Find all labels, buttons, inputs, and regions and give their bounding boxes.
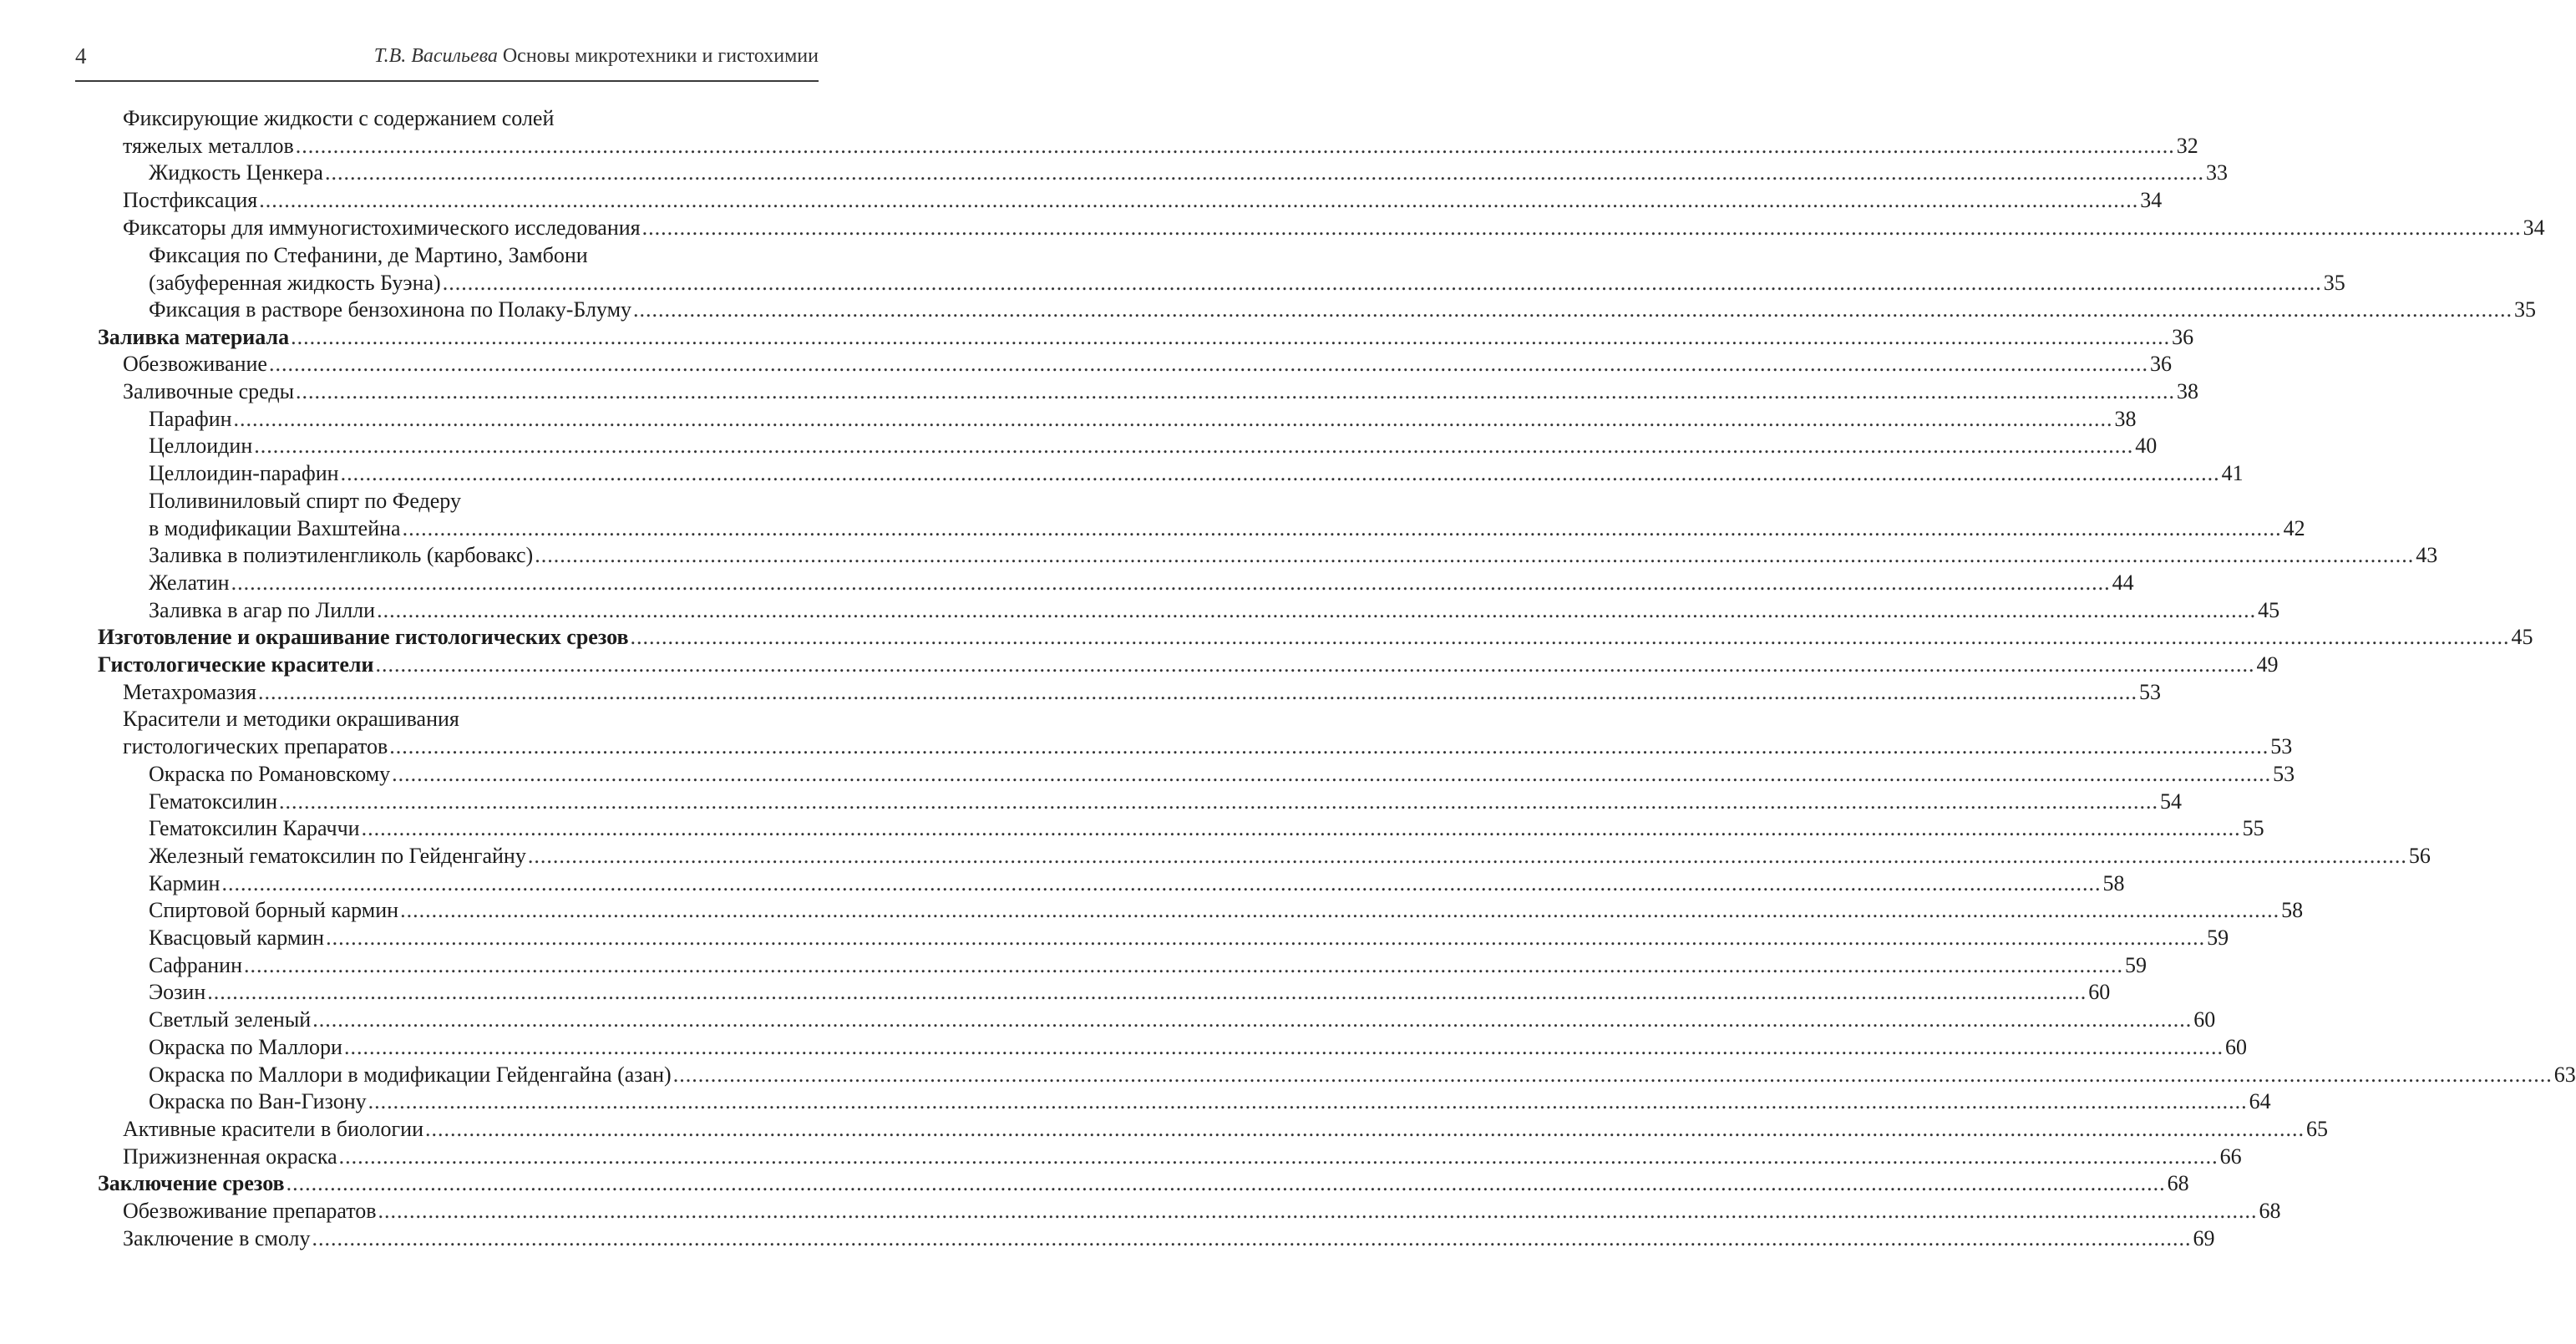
toc-entry-title: Окраска по Ван-Гизону <box>149 1089 367 1114</box>
toc-page-number: 66 <box>2219 1144 2242 1169</box>
toc-entry-title: Заливочные среды <box>123 379 295 403</box>
toc-entry-title: в модификации Вахштейна <box>149 515 401 540</box>
toc-entry <box>123 1197 2281 1225</box>
toc-page-number: 35 <box>2514 297 2537 322</box>
toc-entry <box>123 678 2161 706</box>
toc-entry-title: Кармин <box>149 870 221 895</box>
dot-leader: ............................................................................................................................................................................................................................................................................................................ <box>633 297 2513 322</box>
toc-entry <box>149 432 2158 459</box>
toc-page-number: 58 <box>2102 870 2125 895</box>
toc-entry-title-line1: Красители и методики окрашивания <box>123 707 459 732</box>
toc-entry <box>149 978 2111 1006</box>
toc-entry <box>123 350 2172 378</box>
toc-entry-title: Окраска по Романовскому <box>149 761 391 786</box>
toc-entry-title: Метахромазия <box>123 679 256 704</box>
toc-entry-title: Изготовление и окрашивание гистологических срезов <box>98 625 629 650</box>
dot-leader: ............................................................................................................................................................................................................................................................................................................ <box>286 1171 2166 1196</box>
toc-entry-title-line1: Фиксирующие жидкости с содержанием солей <box>123 106 555 130</box>
running-title-author: Т.В. Васильева <box>373 45 498 67</box>
toc-entry-title: (забуференная жидкость Буэна) <box>149 270 441 295</box>
toc-page-number: 35 <box>2323 270 2345 295</box>
dot-leader: ............................................................................................................................................................................................................................................................................................................ <box>324 160 2204 185</box>
toc-entry-title: Заключение в смолу <box>123 1225 311 1250</box>
page-header <box>75 43 819 77</box>
toc-entry <box>149 596 2280 624</box>
toc-entry-title: Сафранин <box>149 952 243 977</box>
toc-page-number: 64 <box>2249 1089 2271 1114</box>
toc-entry-title: Заливка в полиэтиленгликоль (карбовакс) <box>149 543 534 568</box>
toc-entry-title: Парафин <box>149 406 232 431</box>
toc-entry <box>123 186 2163 214</box>
toc-entry-title: Заключение срезов <box>98 1171 285 1196</box>
toc-page-number: 60 <box>2193 1007 2216 1032</box>
dot-leader: ............................................................................................................................................................................................................................................................................................................ <box>535 543 2415 568</box>
toc-entry-title-line1: Фиксация по Стефанини, де Мартино, Замбони <box>149 242 588 267</box>
dot-leader: ............................................................................................................................................................................................................................................................................................................ <box>207 980 2087 1005</box>
toc-page-number: 69 <box>2193 1225 2215 1250</box>
running-title-book: Основы микротехники и гистохимии <box>502 45 819 67</box>
dot-leader: ............................................................................................................................................................................................................................................................................................................ <box>340 461 2220 486</box>
dot-leader: ............................................................................................................................................................................................................................................................................................................ <box>221 870 2102 895</box>
dot-leader: ............................................................................................................................................................................................................................................................................................................ <box>377 597 2257 622</box>
dot-leader: ............................................................................................................................................................................................................................................................................................................ <box>672 1062 2553 1087</box>
toc-page-number: 40 <box>2135 434 2158 459</box>
toc-entry-title: Окраска по Маллори в модификации Гейденгайна (азан) <box>149 1062 672 1087</box>
dot-leader: ............................................................................................................................................................................................................................................................................................................ <box>233 406 2113 431</box>
toc-page-number: 59 <box>2207 926 2229 950</box>
toc-page-number: 56 <box>2408 843 2431 868</box>
dot-leader: ............................................................................................................................................................................................................................................................................................................ <box>527 843 2407 868</box>
toc-page-number: 34 <box>2523 215 2545 240</box>
dot-leader: ............................................................................................................................................................................................................................................................................................................ <box>392 761 2272 786</box>
dot-leader: ............................................................................................................................................................................................................................................................................................................ <box>375 652 2255 677</box>
toc-entry-title: Обезвоживание препаратов <box>123 1199 377 1223</box>
toc-entry <box>149 405 2137 433</box>
toc-entry-title: Фиксация в растворе бензохинона по Полаку-Блуму <box>149 297 632 322</box>
toc-page-number: 38 <box>2114 406 2137 431</box>
toc-entry <box>149 924 2229 951</box>
toc-entry-title: Желатин <box>149 570 230 595</box>
dot-leader: ............................................................................................................................................................................................................................................................................................................ <box>343 1034 2224 1059</box>
dot-leader: ............................................................................................................................................................................................................................................................................................................ <box>402 515 2282 540</box>
dot-leader: ............................................................................................................................................................................................................................................................................................................ <box>231 570 2111 595</box>
toc-page-number: 33 <box>2205 160 2228 185</box>
toc-page-number: 68 <box>2259 1199 2281 1223</box>
toc-entry-title: тяжелых металлов <box>123 134 294 158</box>
toc-section-heading <box>98 651 2279 678</box>
toc-page-number: 58 <box>2281 898 2304 923</box>
toc-entry-title: Железный гематоксилин по Гейденгайну <box>149 843 526 868</box>
toc-entry <box>123 214 2545 241</box>
dot-leader: ............................................................................................................................................................................................................................................................................................................ <box>291 324 2171 349</box>
toc-page-number: 43 <box>2416 543 2438 568</box>
toc-entry <box>149 760 2295 788</box>
toc-page-number: 36 <box>2149 352 2172 377</box>
dot-leader: ............................................................................................................................................................................................................................................................................................................ <box>295 134 2175 158</box>
toc-page-number: 41 <box>2221 461 2244 486</box>
dot-leader: ............................................................................................................................................................................................................................................................................................................ <box>254 434 2134 459</box>
toc-entry <box>149 241 2345 297</box>
toc-entry <box>123 104 2198 160</box>
toc-page-number: 44 <box>2112 570 2134 595</box>
toc-entry <box>149 1061 2576 1088</box>
toc-entry-title: Квасцовый кармин <box>149 926 325 950</box>
toc-page-number: 36 <box>2172 324 2194 349</box>
toc-page-number: 63 <box>2553 1062 2576 1087</box>
toc-entry-title: Фиксаторы для иммуногистохимического исследования <box>123 215 641 240</box>
toc-page-number: 60 <box>2224 1034 2247 1059</box>
toc-page-number: 68 <box>2167 1171 2189 1196</box>
dot-leader: ............................................................................................................................................................................................................................................................................................................ <box>641 215 2522 240</box>
toc-entry-title: Прижизненная окраска <box>123 1144 337 1169</box>
toc-entry-title: Активные красители в биологии <box>123 1116 424 1141</box>
toc-entry <box>149 569 2134 596</box>
dot-leader: ............................................................................................................................................................................................................................................................................................................ <box>312 1225 2192 1250</box>
dot-leader: ............................................................................................................................................................................................................................................................................................................ <box>425 1116 2305 1141</box>
page-number: 4 <box>75 43 87 68</box>
toc-entry-title: Целлоидин-парафин <box>149 461 339 486</box>
toc-entry <box>149 951 2148 979</box>
dot-leader: ............................................................................................................................................................................................................................................................................................................ <box>338 1144 2219 1169</box>
running-title <box>374 45 819 68</box>
dot-leader: ............................................................................................................................................................................................................................................................................................................ <box>296 379 2176 403</box>
dot-leader: ............................................................................................................................................................................................................................................................................................................ <box>244 952 2124 977</box>
toc-page-number: 32 <box>2176 134 2198 158</box>
toc-entry <box>149 788 2182 815</box>
toc-entry <box>149 1088 2271 1115</box>
toc-entry-title: Гистологические красители <box>98 652 374 677</box>
dot-leader: ............................................................................................................................................................................................................................................................................................................ <box>378 1199 2258 1223</box>
dot-leader: ............................................................................................................................................................................................................................................................................................................ <box>630 625 2510 650</box>
toc-entry-title: Постфиксация <box>123 188 258 213</box>
toc-page-number: 60 <box>2088 980 2111 1005</box>
header-divider <box>75 80 819 82</box>
dot-leader: ............................................................................................................................................................................................................................................................................................................ <box>389 734 2269 759</box>
toc-entry <box>123 1143 2242 1170</box>
toc-entry-title: Заливка материала <box>98 324 290 349</box>
dot-leader: ............................................................................................................................................................................................................................................................................................................ <box>259 188 2139 213</box>
toc-page-number: 65 <box>2306 1116 2329 1141</box>
toc-entry-title: Обезвоживание <box>123 352 267 377</box>
toc-entry <box>149 1033 2247 1061</box>
dot-leader: ............................................................................................................................................................................................................................................................................................................ <box>326 926 2206 950</box>
toc-entry <box>123 378 2199 405</box>
dot-leader: ............................................................................................................................................................................................................................................................................................................ <box>442 270 2322 295</box>
toc-entry <box>149 814 2264 842</box>
dot-leader: ............................................................................................................................................................................................................................................................................................................ <box>258 679 2137 704</box>
toc-page-number: 45 <box>2511 625 2533 650</box>
toc-section-heading <box>98 323 2194 351</box>
dot-leader: ............................................................................................................................................................................................................................................................................................................ <box>400 898 2280 923</box>
toc-page-number: 53 <box>2270 734 2293 759</box>
toc-entry <box>149 541 2438 569</box>
dot-leader: ............................................................................................................................................................................................................................................................................................................ <box>361 816 2241 841</box>
toc-entry-title: Гематоксилин <box>149 789 277 814</box>
dot-leader: ............................................................................................................................................................................................................................................................................................................ <box>312 1007 2193 1032</box>
toc-entry <box>149 896 2304 924</box>
toc-page-number: 54 <box>2160 789 2182 814</box>
toc-entry-title: Окраска по Маллори <box>149 1034 342 1059</box>
toc-entry <box>123 1115 2329 1143</box>
toc-section-heading <box>98 1169 2189 1197</box>
toc-entry <box>123 1225 2215 1252</box>
toc-entry <box>149 1006 2216 1033</box>
toc-entry-title: Жидкость Ценкера <box>149 160 323 185</box>
toc-entry <box>149 296 2537 323</box>
dot-leader: ............................................................................................................................................................................................................................................................................................................ <box>279 789 2158 814</box>
dot-leader: ............................................................................................................................................................................................................................................................................................................ <box>268 352 2148 377</box>
toc-page-number: 42 <box>2283 515 2305 540</box>
toc-entry <box>149 842 2431 870</box>
toc-entry-title: Спиртовой борный кармин <box>149 898 399 923</box>
toc-entry-title-line1: Поливиниловый спирт по Федеру <box>149 488 461 513</box>
toc-entry <box>149 159 2228 186</box>
toc-entry-title: Целлоидин <box>149 434 253 459</box>
toc-entry-title: Гематоксилин Караччи <box>149 816 360 841</box>
toc-entry-title: гистологических препаратов <box>123 734 388 759</box>
toc-entry-title: Заливка в агар по Лилли <box>149 597 376 622</box>
toc-section-heading <box>98 623 2533 651</box>
toc-page-number: 55 <box>2242 816 2264 841</box>
toc-entry <box>149 870 2125 897</box>
toc-entry-title: Эозин <box>149 980 206 1005</box>
toc-page-number: 34 <box>2140 188 2163 213</box>
toc-page-number: 45 <box>2258 597 2280 622</box>
toc-page-number: 38 <box>2177 379 2199 403</box>
toc-entry <box>149 459 2244 487</box>
toc-page-number: 53 <box>2139 679 2161 704</box>
toc-page-number: 53 <box>2273 761 2295 786</box>
toc-page-number: 49 <box>2256 652 2279 677</box>
toc-page-number: 59 <box>2125 952 2148 977</box>
toc-entry <box>123 705 2293 760</box>
toc-entry <box>149 487 2305 542</box>
toc-entry-title: Светлый зеленый <box>149 1007 312 1032</box>
dot-leader: ............................................................................................................................................................................................................................................................................................................ <box>368 1089 2248 1114</box>
